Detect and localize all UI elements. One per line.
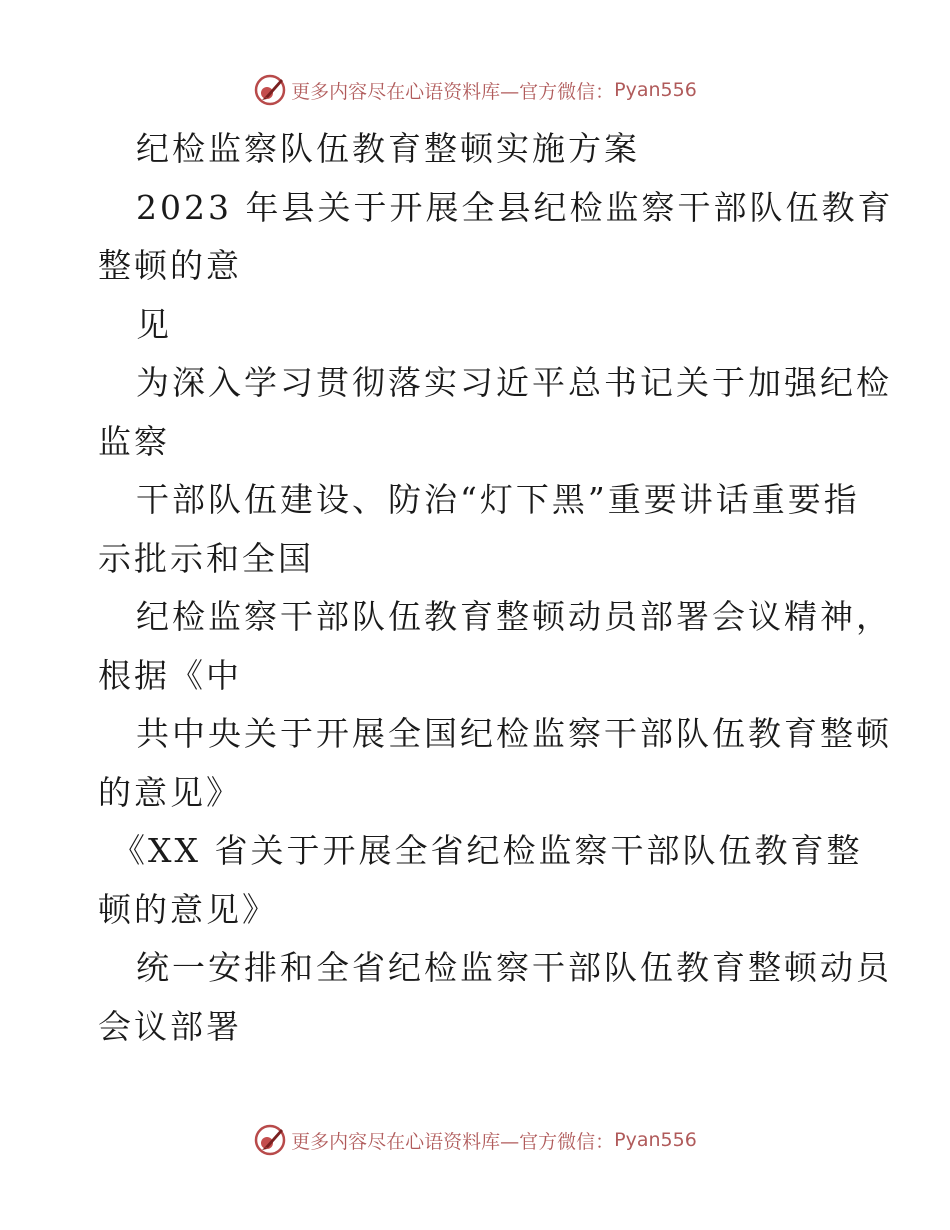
paragraph-line: 《XX 省关于开展全省纪检监察干部队伍教育整 xyxy=(112,831,863,870)
paragraph-line: 统一安排和全省纪检监察干部队伍教育整顿动员 xyxy=(136,948,892,987)
document-title: 纪检监察队伍教育整顿实施方案 xyxy=(136,129,640,168)
paragraph-line: 2023 年县关于开展全县纪检监察干部队伍教育 xyxy=(136,187,894,227)
paragraph-line: 为深入学习贯彻落实习近平总书记关于加强纪检 xyxy=(136,363,892,402)
paragraph-line: 见 xyxy=(136,304,172,344)
footer-watermark xyxy=(0,1120,950,1160)
paragraph-line: 纪检监察干部队伍教育整顿动员部署会议精神， xyxy=(136,597,892,636)
header-watermark xyxy=(0,70,950,110)
paragraph-line: 根据《中 xyxy=(98,655,242,695)
paragraph-line: 监察 xyxy=(98,421,170,461)
paragraph-line: 顿的意见》 xyxy=(98,889,278,929)
watermark-account: Pyan556 xyxy=(614,1129,697,1151)
quill-logo-icon xyxy=(253,73,287,107)
document-body xyxy=(98,120,894,1056)
watermark-account: Pyan556 xyxy=(614,79,697,101)
quill-logo-icon xyxy=(253,1123,287,1157)
paragraph-line: 会议部署 xyxy=(98,1006,242,1046)
paragraph-line: 整顿的意 xyxy=(98,246,242,285)
paragraph-line: 的意见》 xyxy=(98,772,242,812)
paragraph-line: 示批示和全国 xyxy=(98,538,314,578)
watermark-text: 更多内容尽在心语资料库—官方微信： xyxy=(291,80,615,103)
watermark-text: 更多内容尽在心语资料库—官方微信： xyxy=(291,1130,615,1153)
paragraph-line: 共中央关于开展全国纪检监察干部队伍教育整顿 xyxy=(136,714,892,753)
paragraph-line: 干部队伍建设、防治“灯下黑”重要讲话重要指 xyxy=(136,480,860,519)
